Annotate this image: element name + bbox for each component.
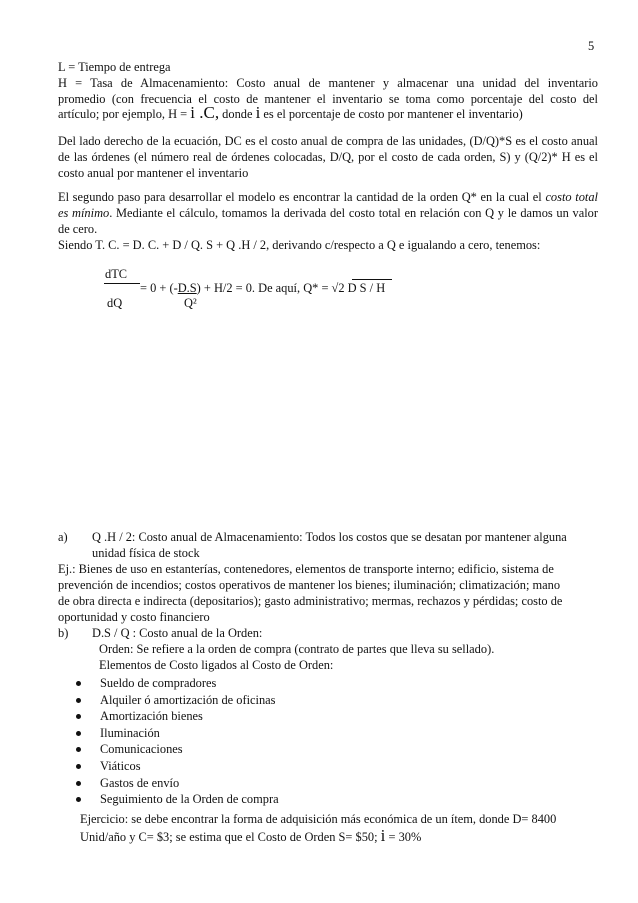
sqrt-bar (352, 279, 392, 280)
list-item-label: Amortización bienes (100, 709, 203, 724)
list-item-label: Gastos de envío (100, 775, 180, 790)
list-item-label: Iluminación (100, 725, 160, 740)
list-item-label: Comunicaciones (100, 742, 183, 757)
list-item-label: Alquiler ó amortización de oficinas (100, 692, 276, 707)
cost-elements-list (66, 675, 279, 808)
text-span: = 0 + (- (140, 281, 178, 295)
examples-line2: prevención de incendios; costos operativos de mantener los bienes; iluminación; climatización; mano (58, 578, 561, 592)
list-item (66, 675, 279, 692)
symbol-i: i (255, 103, 261, 122)
fraction-bar (104, 283, 140, 284)
paragraph-derivation: Siendo T. C. = D. C. + D / Q. S + Q .H / 2, derivando c/respecto a Q e igualando a cero, tenemos: (58, 238, 541, 252)
paragraph-model (58, 189, 598, 238)
definition-h-line3 (58, 105, 523, 122)
bullet-icon (76, 747, 81, 752)
text-span: = 30% (385, 830, 422, 844)
page-number: 5 (588, 39, 595, 53)
list-item (66, 725, 279, 742)
formula-numerator: dTC (105, 267, 128, 281)
list-item-label: Viáticos (100, 758, 141, 773)
examples-line3: de obra directa e indirecta (depositarios); gasto administrativo; mermas, rechazos y pérdidas; costo de (58, 594, 563, 608)
bullet-icon (76, 781, 81, 786)
list-item (66, 741, 279, 758)
elementos-heading: Elementos de Costo ligados al Costo de Orden: (99, 658, 334, 672)
formula-ds: D.S (177, 281, 197, 295)
text-span: El segundo paso para desarrollar el modelo es encontrar la cantidad de la orden Q* en la cual el (58, 190, 546, 204)
list-item-label: Seguimiento de la Orden de compra (100, 792, 279, 807)
text-span: donde (219, 107, 256, 121)
text-span: . Mediante el cálculo, tomamos la derivada del costo total en relación con Q y le damos un valor de cero. (58, 206, 598, 237)
list-item (66, 791, 279, 808)
formula-q2: Q² (184, 296, 197, 310)
text-span: ) + H/2 = 0. De aquí, Q* = √ (196, 281, 339, 295)
list-item-label: Sueldo de compradores (100, 676, 217, 690)
paragraph-dc: Del lado derecho de la ecuación, DC es el costo anual de compra de las unidades, (D/Q)*S es el costo anual de las órdenes (el número real de órdenes colocadas, D/Q, por el costo de cada orden, S) y (Q/2)* H es el costo anual por mantener el inventario (58, 134, 598, 181)
bullet-icon (76, 797, 81, 802)
definition-l: L = Tiempo de entrega (58, 60, 171, 74)
bullet-icon (76, 681, 81, 686)
formula-root: 2 D S / H (338, 281, 386, 295)
definition-h-line2: promedio (con frecuencia el costo de mantener el inventario se toma como porcentaje del costo del (58, 92, 598, 106)
text-span: es el porcentaje de costo por mantener el inventario) (260, 107, 523, 121)
exercise-line1: Ejercicio: se debe encontrar la forma de adquisición más económica de un ítem, donde D= 8400 (80, 812, 557, 826)
bullet-icon (76, 764, 81, 769)
exercise-line2 (80, 828, 421, 845)
list-item (66, 708, 279, 725)
formula-denominator: dQ (107, 296, 123, 310)
bullet-icon (76, 698, 81, 703)
section-b-marker: b) (58, 626, 69, 640)
text-span: Unid/año y C= $3; se estima que el Costo de Orden S= $50; (80, 830, 381, 844)
bullet-icon (76, 714, 81, 719)
list-item (66, 758, 279, 775)
symbol-i: i (190, 103, 195, 122)
text-span: artículo; por ejemplo, H = (58, 107, 191, 121)
examples-line4: oportunidad y costo financiero (58, 610, 210, 624)
examples-line1: Ej.: Bienes de uso en estanterías, contenedores, elementos de transporte interno; edificio, sistema de (58, 562, 554, 576)
section-a-line2: unidad física de stock (92, 546, 200, 560)
section-b-line1: D.S / Q : Costo anual de la Orden: (92, 626, 263, 640)
list-item (66, 775, 279, 792)
formula-equation (140, 280, 385, 296)
section-a-line1: Q .H / 2: Costo anual de Almacenamiento: Todos los costos que se desatan por mantener alguna (92, 530, 567, 544)
italic-text: costo total es mínimo (58, 190, 598, 221)
symbol-i: i (380, 826, 386, 845)
bullet-icon (76, 731, 81, 736)
section-a-marker: a) (58, 530, 68, 544)
orden-definition: Orden: Se refiere a la orden de compra (contrato de partes que lleva su sellado). (99, 642, 495, 656)
list-item (66, 692, 279, 709)
symbol-c: .C, (194, 103, 220, 122)
definition-h-line1: H = Tasa de Almacenamiento: Costo anual de mantener y almacenar una unidad del inventario (58, 76, 598, 90)
